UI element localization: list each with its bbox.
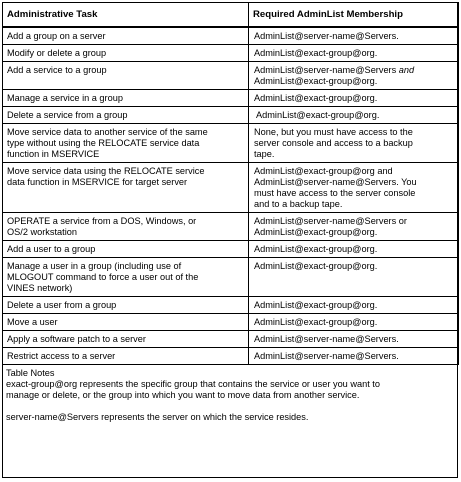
task-line: Move service data to another service of the same — [7, 127, 208, 137]
notes-line-2: manage or delete, or the group into which you want to move data from another service. — [6, 390, 360, 400]
membership-line: AdminList@server-name@Servers. — [254, 334, 399, 344]
membership-line: AdminList@exact-group@org. — [254, 317, 378, 327]
membership-cell — [249, 163, 459, 213]
task-line: Move service data using the RELOCATE service — [7, 166, 205, 176]
membership-cell — [249, 107, 459, 124]
task-line: Add a user to a group — [7, 244, 96, 254]
table-row — [3, 297, 459, 314]
membership-line: AdminList@server-name@Servers. You — [254, 177, 417, 187]
task-line: OS/2 workstation — [7, 227, 77, 237]
task-line: Move a user — [7, 317, 58, 327]
table-notes — [2, 365, 458, 423]
task-line: VINES network) — [7, 283, 73, 293]
membership-line: AdminList@server-name@Servers and — [254, 65, 415, 75]
membership-line: AdminList@exact-group@org. — [254, 48, 378, 58]
task-cell — [3, 90, 249, 107]
task-line: Add a service to a group — [7, 65, 107, 75]
table-row — [3, 45, 459, 62]
task-cell — [3, 45, 249, 62]
membership-line: AdminList@exact-group@org. — [254, 76, 378, 86]
table-row — [3, 258, 459, 297]
membership-line: AdminList@exact-group@org. — [254, 300, 378, 310]
notes-line-3: server-name@Servers represents the server on which the service resides. — [6, 412, 309, 422]
header-required-membership: Required AdminList Membership — [249, 3, 459, 28]
task-line: Delete a user from a group — [7, 300, 117, 310]
table-row — [3, 62, 459, 90]
membership-cell — [249, 297, 459, 314]
membership-line: and to a backup tape. — [254, 199, 343, 209]
membership-line: server console and access to a backup — [254, 138, 413, 148]
membership-cell — [249, 241, 459, 258]
task-line: OPERATE a service from a DOS, Windows, or — [7, 216, 197, 226]
notes-spacer — [6, 401, 454, 412]
task-cell — [3, 331, 249, 348]
task-cell — [3, 62, 249, 90]
table-row — [3, 348, 459, 365]
table-row — [3, 124, 459, 163]
membership-line: AdminList@exact-group@org. — [254, 227, 378, 237]
task-cell — [3, 163, 249, 213]
task-cell — [3, 348, 249, 365]
membership-cell — [249, 348, 459, 365]
membership-line: AdminList@exact-group@org. — [254, 261, 378, 271]
table-row — [3, 241, 459, 258]
membership-line: must have access to the server console — [254, 188, 416, 198]
notes-title: Table Notes — [6, 368, 55, 378]
task-cell — [3, 27, 249, 45]
membership-cell — [249, 124, 459, 163]
header-administrative-task: Administrative Task — [3, 3, 249, 28]
task-cell — [3, 107, 249, 124]
task-cell — [3, 258, 249, 297]
table-row — [3, 331, 459, 348]
membership-line: AdminList@exact-group@org and — [254, 166, 393, 176]
task-cell — [3, 297, 249, 314]
table-row — [3, 314, 459, 331]
task-line: Add a group on a server — [7, 31, 106, 41]
task-line: Manage a user in a group (including use of — [7, 261, 182, 271]
membership-cell — [249, 314, 459, 331]
table-row — [3, 163, 459, 213]
task-cell — [3, 314, 249, 331]
task-cell — [3, 213, 249, 241]
task-cell — [3, 241, 249, 258]
membership-line: AdminList@exact-group@org. — [254, 110, 380, 120]
membership-line: tape. — [254, 149, 275, 159]
membership-cell — [249, 213, 459, 241]
task-line: Restrict access to a server — [7, 351, 116, 361]
membership-line: AdminList@server-name@Servers. — [254, 351, 399, 361]
task-line: Apply a software patch to a server — [7, 334, 146, 344]
membership-cell — [249, 45, 459, 62]
table-row — [3, 107, 459, 124]
task-cell — [3, 124, 249, 163]
table-row — [3, 27, 459, 45]
notes-line-1: exact-group@org represents the specific group that contains the service or user you want to — [6, 379, 380, 389]
membership-line: AdminList@exact-group@org. — [254, 93, 378, 103]
task-line: Manage a service in a group — [7, 93, 123, 103]
task-line: Delete a service from a group — [7, 110, 128, 120]
membership-cell — [249, 27, 459, 45]
task-line: data function in MSERVICE for target server — [7, 177, 188, 187]
table-row — [3, 90, 459, 107]
membership-cell — [249, 62, 459, 90]
membership-line: None, but you must have access to the — [254, 127, 413, 137]
table-body — [3, 27, 459, 365]
task-line: type without using the RELOCATE service data — [7, 138, 200, 148]
membership-cell — [249, 258, 459, 297]
table-header-row — [3, 3, 459, 28]
membership-line: AdminList@exact-group@org. — [254, 244, 378, 254]
membership-line: AdminList@server-name@Servers or — [254, 216, 407, 226]
table-row — [3, 213, 459, 241]
task-line: Modify or delete a group — [7, 48, 107, 58]
task-line: MLOGOUT command to force a user out of the — [7, 272, 199, 282]
membership-line: AdminList@server-name@Servers. — [254, 31, 399, 41]
admin-tasks-table — [2, 2, 459, 365]
task-line: function in MSERVICE — [7, 149, 100, 159]
membership-cell — [249, 331, 459, 348]
membership-cell — [249, 90, 459, 107]
